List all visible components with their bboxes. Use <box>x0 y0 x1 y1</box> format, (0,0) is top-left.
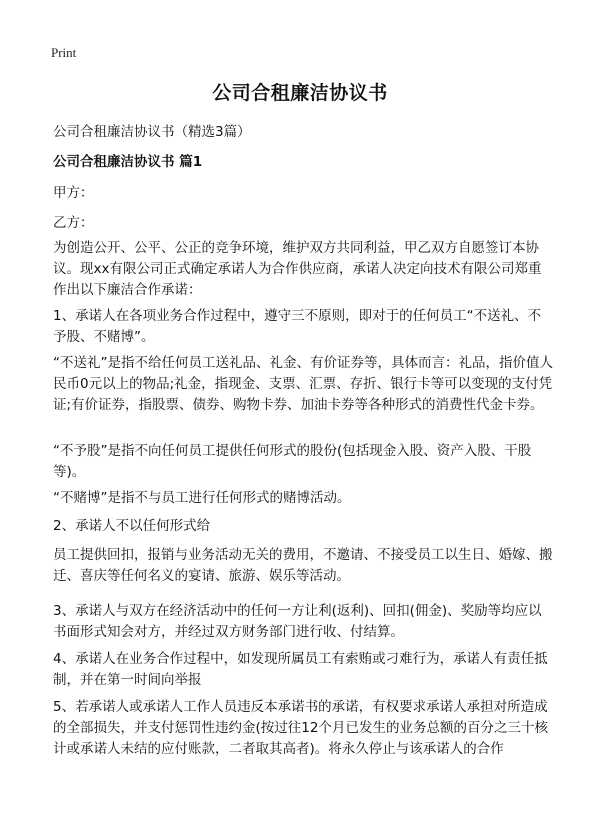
paragraph-clause-2: 2、承诺人不以任何形式给 <box>53 518 211 534</box>
paragraph-no-shares: “不予股”是指不向任何员工提供任何形式的股份(包括现金入股、资产入股、干股等)。 <box>53 443 532 480</box>
paragraph-clause-1: 1、承诺人在各项业务合作过程中，遵守三不原则，即对于的任何员工“不送礼、不予股、不赌博”。 <box>53 308 542 345</box>
party-b-label: 乙方： <box>53 215 94 231</box>
paragraph-clause-5: 5、若承诺人或承诺人工作人员违反本承诺书的承诺，有权要求承诺人承担对所造成的全部损失，并支付惩罚性违约金(按过往12个月已发生的业务总额的百分之三十核计或承诺人未结的应付账款，二者取其高者)。将永久停止与该承诺人的合作 <box>53 699 548 757</box>
document-subtitle: 公司合租廉洁协议书（精选3篇） <box>53 124 251 140</box>
print-link[interactable]: Print <box>51 45 77 60</box>
paragraph-intro: 为创造公开、公平、公正的竞争环境，维护双方共同利益，甲乙双方自愿签订本协议。现xx有限公司正式确定承诺人为合作供应商，承诺人决定向技术有限公司郑重作出以下廉洁合作承诺： <box>53 240 542 298</box>
paragraph-no-gifts: “不送礼”是指不给任何员工送礼品、礼金、有价证券等，具体而言：礼品，指价值人民币0元以上的物品;礼金，指现金、支票、汇票、存折、银行卡等可以变现的支付凭证;有价证券，指股票、债券、购物卡券、加油卡券等各种形式的消费性代金卡券。 <box>53 355 553 413</box>
paragraph-no-gambling: “不赌博”是指不与员工进行任何形式的赌博活动。 <box>53 490 351 506</box>
paragraph-clause-4: 4、承诺人在业务合作过程中，如发现所属员工有索贿或刁难行为，承诺人有责任抵制，并在第一时间向举报 <box>53 651 548 688</box>
section-heading: 公司合租廉洁协议书 篇1 <box>53 154 203 170</box>
paragraph-clause-2-body: 员工提供回扣，报销与业务活动无关的费用，不邀请、不接受员工以生日、婚嫁、搬迁、喜庆等任何名义的宴请、旅游、娱乐等活动。 <box>53 547 553 584</box>
document-title: 公司合租廉洁协议书 <box>212 82 388 104</box>
party-a-label: 甲方： <box>53 185 94 201</box>
paragraph-clause-3: 3、承诺人与双方在经济活动中的任何一方让利(返利)、回扣(佣金)、奖励等均应以书面形式知会对方，并经过双方财务部门进行收、付结算。 <box>53 603 542 640</box>
